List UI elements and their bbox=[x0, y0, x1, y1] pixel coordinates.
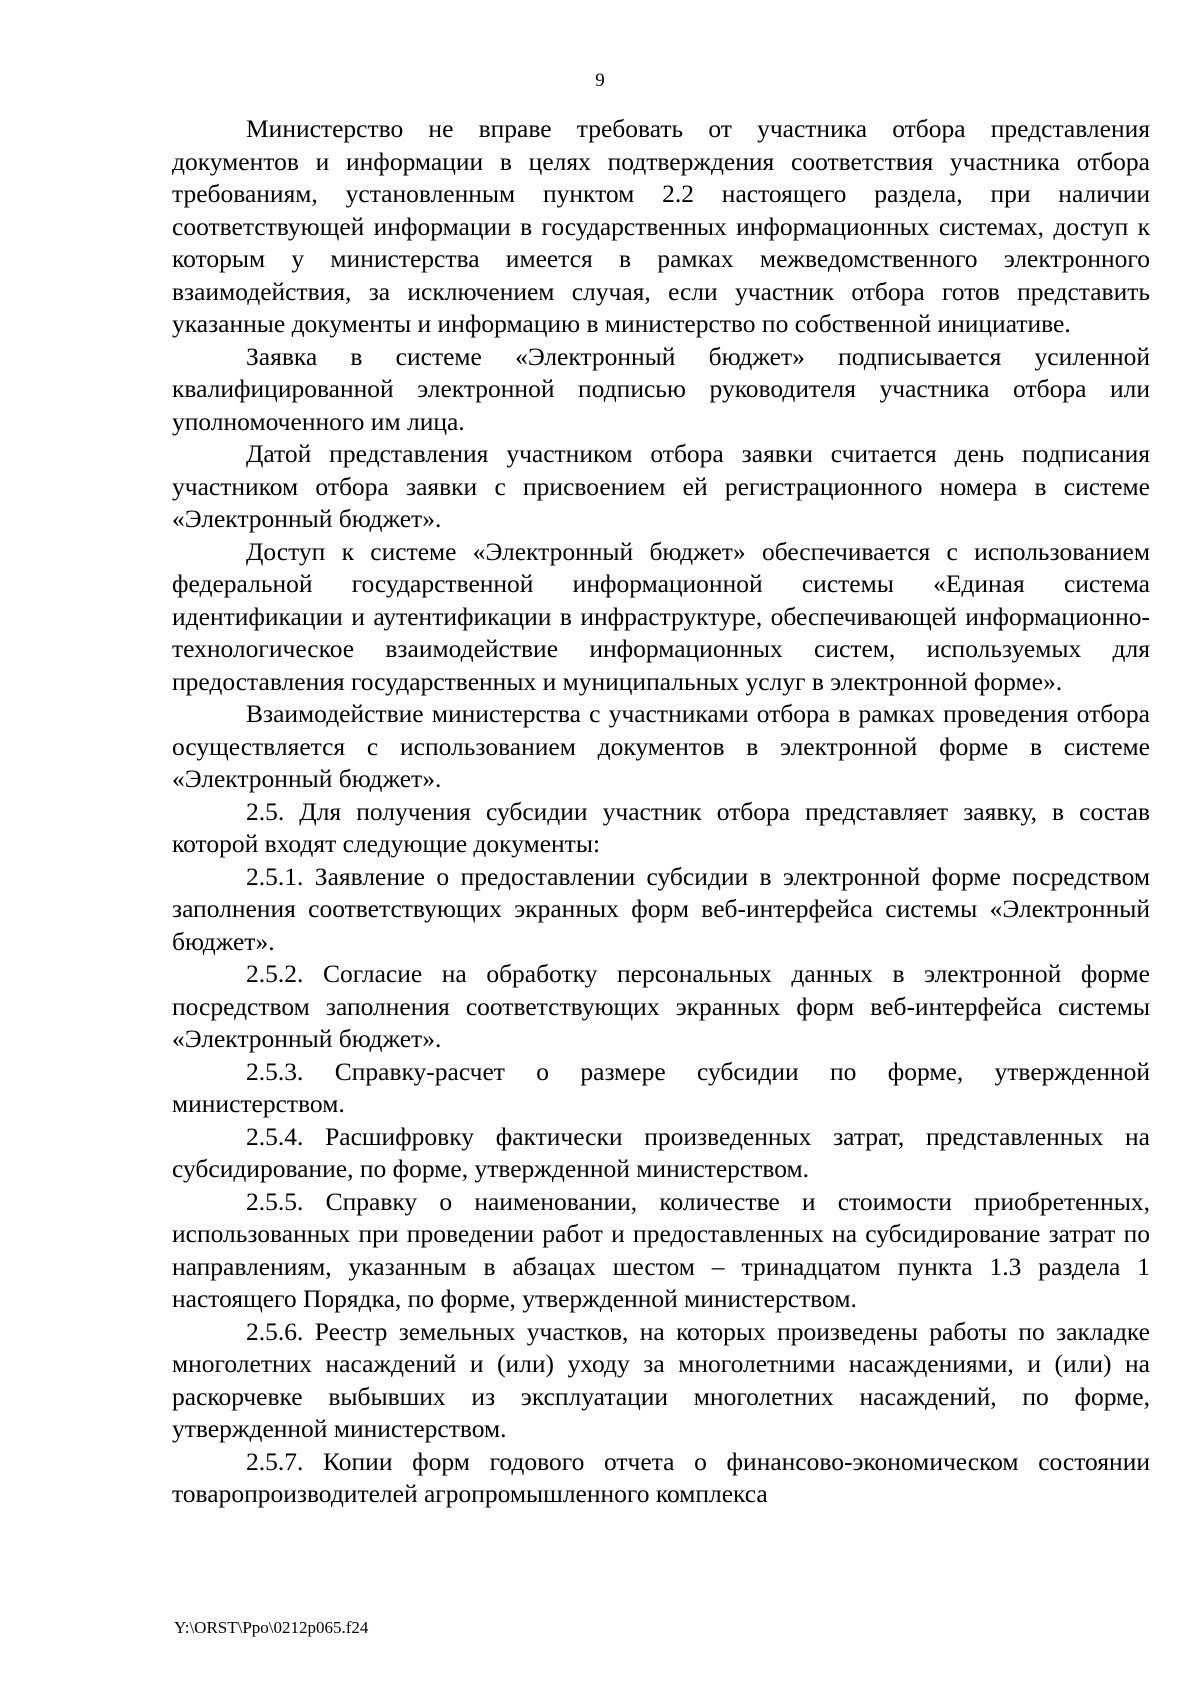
paragraph: Доступ к системе «Электронный бюджет» обеспечивается с использованием федеральной государственной информационной системы «Единая система идентификации и аутентификации в инфраструктуре, обеспечивающей информационно-технологическое взаимодействие информационных систем, используемых для предоставления государственных и муниципальных услуг в электронной форме». bbox=[172, 536, 1150, 696]
paragraph: 2.5.6. Реестр земельных участков, на которых произведены работы по закладке многолетних насаждений и (или) уходу за многолетними насаждениями, и (или) на раскорчевке выбывших из эксплуатации многолетних насаждений, по форме, утвержденной министерством. bbox=[172, 1316, 1150, 1443]
paragraph: 2.5.7. Копии форм годового отчета о финансово-экономическом состоянии товаропроизводителей агропромышленного комплекса bbox=[172, 1446, 1150, 1508]
page-number: 9 bbox=[595, 70, 605, 91]
paragraph: Датой представления участником отбора заявки считается день подписания участником отбора заявки с присвоением ей регистрационного номера в системе «Электронный бюджет». bbox=[172, 439, 1150, 533]
paragraph: Взаимодействие министерства с участниками отбора в рамках проведения отбора осуществляется с использованием документов в электронной форме в системе «Электронный бюджет». bbox=[172, 699, 1150, 793]
paragraph: 2.5. Для получения субсидии участник отбора представляет заявку, в состав которой входят следующие документы: bbox=[172, 796, 1150, 858]
paragraph: 2.5.3. Справку-расчет о размере субсидии по форме, утвержденной министерством. bbox=[172, 1056, 1150, 1118]
paragraph: Министерство не вправе требовать от участника отбора представления документов и информации в целях подтверждения соответствия участника отбора требованиям, установленным пунктом 2.2 настоящего раздела, при наличии соответствующей информации в государственных информационных системах, доступ к которым у министерства имеется в рамках межведомственного электронного взаимодействия, за исключением случая, если участник отбора готов представить указанные документы и информацию в министерство по собственной инициативе. bbox=[172, 114, 1150, 338]
document-body bbox=[172, 113, 1150, 1511]
paragraph: 2.5.5. Справку о наименовании, количестве и стоимости приобретенных, использованных при проведении работ и предоставленных на субсидирование затрат по направлениям, указанным в абзацах шестом – тринадцатом пункта 1.3 раздела 1 настоящего Порядка, по форме, утвержденной министерством. bbox=[172, 1186, 1150, 1313]
paragraph: 2.5.4. Расшифровку фактически произведенных затрат, представленных на субсидирование, по форме, утвержденной министерством. bbox=[172, 1121, 1150, 1183]
paragraph: 2.5.1. Заявление о предоставлении субсидии в электронной форме посредством заполнения соответствующих экранных форм веб-интерфейса системы «Электронный бюджет». bbox=[172, 861, 1150, 956]
paragraph: 2.5.2. Согласие на обработку персональных данных в электронной форме посредством заполнения соответствующих экранных форм веб-интерфейса системы «Электронный бюджет». bbox=[172, 959, 1150, 1053]
paragraph: Заявка в системе «Электронный бюджет» подписывается усиленной квалифицированной электронной подписью руководителя участника отбора или уполномоченного им лица. bbox=[172, 341, 1150, 436]
footer-file-path: Y:\ORST\Ppo\0212p065.f24 bbox=[174, 1618, 369, 1637]
